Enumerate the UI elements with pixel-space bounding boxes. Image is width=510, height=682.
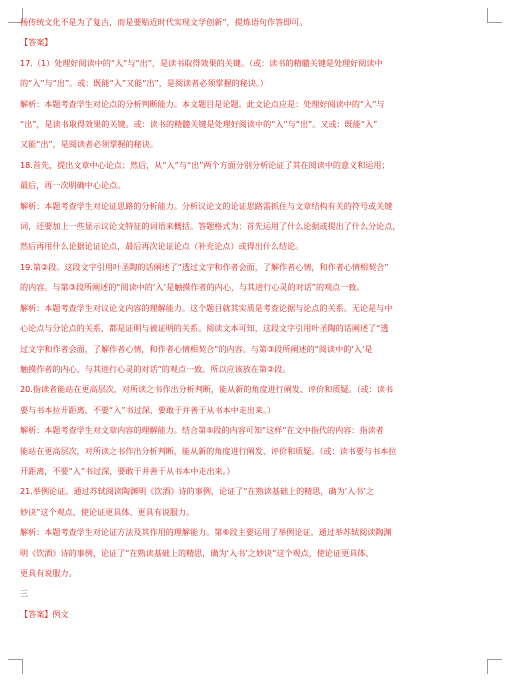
- text-line: 然后再用什么论据论证论点，最后再次论证论点（补充论点）或得出什么结论。: [20, 241, 304, 252]
- text-line: 词，还要加上一些显示议论文特征的词语来概括。答题格式为：首先运用了什么论据或提出了什么分论点，: [20, 221, 401, 232]
- final-answer-heading: 【答案】例文: [20, 608, 69, 619]
- text-line: 更具有说服力。: [20, 567, 77, 578]
- text-line: 解析：本题考查学生对议论文内容的理解能力。这个题目就其实质是考查论据与论点的关系。无论是与中: [20, 302, 393, 313]
- text-line: 要与书本拉开距离，不要“入”书过深，要敢于并善于从书本中走出来。）: [20, 404, 276, 415]
- text-line: 妙诀”这个观点，使论证更具体、更具有说服力。: [20, 506, 195, 517]
- text-line: 又能“出”，是阅读者必须掌握的秘诀。: [20, 139, 158, 150]
- text-line: 19.第②段。这段文字引用叶圣陶的话阐述了“透过文字和作者会面，了解作者心情，和作者心情相契合”: [20, 261, 389, 272]
- text-line: 17.（1）处理好阅读中的“入”与“出”，是读书取得效果的关键。（或：读书的精髓关键是处理好阅读中: [20, 57, 383, 68]
- section-number: 三: [20, 588, 29, 599]
- text-line: 扬传统文化不是为了复古，而是要贴近时代实现文学创新”，提炼语句作答即可。: [20, 17, 308, 27]
- text-line: 20.指读者能站在更高层次，对所读之书作出分析判断，能从新的角度进行阐发、评价和质疑。（或：读书: [20, 384, 394, 395]
- text-line: 开距离，不要“入”书过深，要敢于并善于从书本中走出来。）: [20, 465, 235, 476]
- text-line: 过文字和作者会面，了解作者心情，和作者心情相契合”的内容。与第③段所阐述的“阅读中的‘入’是: [20, 343, 373, 354]
- text-line: 解析：本题考查学生对论点的分析判断能力。本文题目是论题。此文论点应是：处理好阅读中的“入”与: [20, 98, 385, 109]
- text-line: 心论点与分论点的关系，都是证明与被证明的关系。阅读文本可知，这段文字引用叶圣陶的话阐述了“透: [20, 323, 389, 334]
- crop-mark-bottom-left: [8, 659, 23, 674]
- text-line: 能站在更高层次，对所读之书作出分析判断，能从新的角度进行阐发、评价和质疑。（或：读书要与书本拉: [20, 445, 397, 456]
- text-line: 触摸作者的内心，与其进行心灵的对话”的观点一致。所以应该放在第②段。: [20, 363, 291, 374]
- text-line: 21.举例论证。通过苏轼阅读陶渊明《饮酒》诗的事例，论证了“在熟读基础上的精思，确为‘入书’之: [20, 486, 375, 497]
- text-line: 最后，再一次明确中心论点。: [20, 180, 126, 191]
- text-line: 的内容。与第③段所阐述的“阅读中的‘入’是触摸作者的内心，与其进行心灵的对话”的观点一致。: [20, 282, 365, 293]
- text-line: 解析：本题考查学生对论证方法及其作用的理解能力。第⑥段主要运用了举例论证。通过举苏轼阅读陶渊: [20, 527, 392, 538]
- document-body: [20, 12, 490, 624]
- text-line: 解析：本题考查学生对文章内容的理解能力。结合第⑤段的内容可知“这样”在文中指代的内容：指读者: [20, 425, 384, 436]
- answer-heading: 【答案】: [20, 37, 53, 48]
- text-line: 18.首先，提出文章中心论点；然后，从“入”与“出”两个方面分别分析论证了其在阅读中的意义和运用；: [20, 159, 390, 170]
- crop-mark-bottom-right: [487, 659, 502, 674]
- text-line: “出”，是读书取得效果的关键。或：读书的精髓关键是处理好阅读中的“入”与“出”。又或：既能“入”: [20, 119, 378, 130]
- text-line: 明《饮酒》诗的事例，论证了“在熟读基础上的精思，确为‘入书’之妙诀”这个观点，使论证更具体、: [20, 547, 374, 558]
- text-line: 的“入”与“出”。或：既能“入”又能“出”，是阅读者必须掌握的秘诀。）: [20, 78, 269, 89]
- text-line: 解析：本题考查学生对论证思路的分析能力。分析议论文的论证思路需抓住与文章结构有关的符号或关键: [20, 200, 393, 211]
